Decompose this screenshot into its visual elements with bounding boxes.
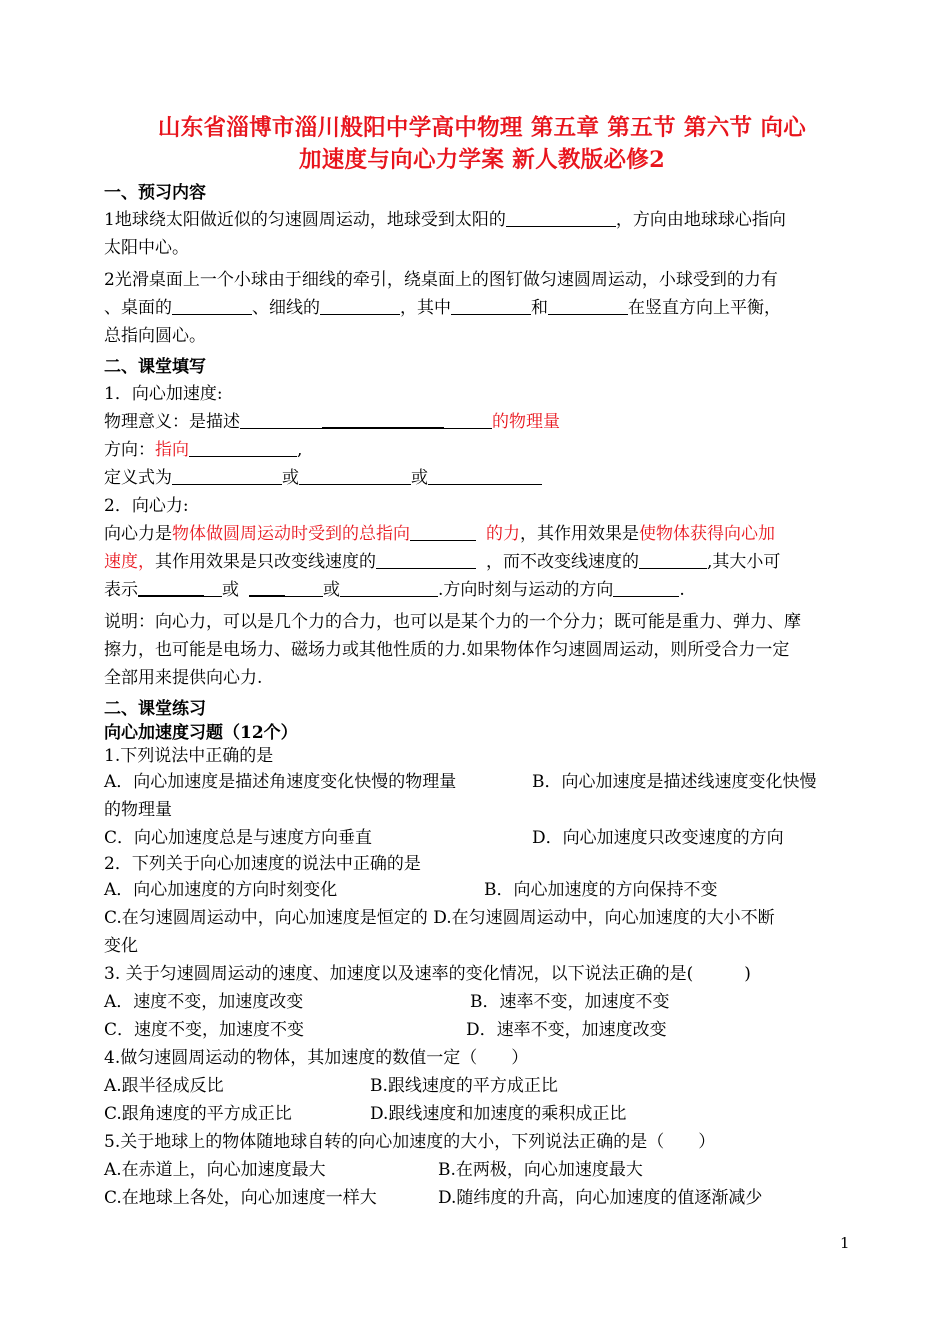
text: ，而不改变线速度的 xyxy=(486,552,639,572)
option-d: D．速率不变，加速度改变 xyxy=(466,1020,667,1040)
section-heading-preview: 一、预习内容 xyxy=(104,183,206,203)
option-d: D．向心加速度只改变速度的方向 xyxy=(532,828,784,848)
text: 定义式为 xyxy=(104,468,172,488)
preview-q1 xyxy=(104,206,860,234)
blank xyxy=(320,296,400,315)
text: 的力 xyxy=(486,524,520,544)
option-a: A.在赤道上，向心加速度最大 xyxy=(104,1160,326,1180)
text: ，其作用效果是 xyxy=(520,524,639,544)
option-a: A．速度不变，加速度改变 xyxy=(104,992,304,1012)
option-b: B．向心加速度是描述线速度变化快慢 xyxy=(532,772,817,792)
text: ，方向由地球球心指向 xyxy=(615,210,786,230)
text: 或 xyxy=(411,468,428,488)
text: 1地球绕太阳做近似的匀速圆周运动，地球受到太阳的 xyxy=(104,210,506,230)
exercise-1-option-b-cont: 的物理量 xyxy=(104,800,172,820)
text: ，其中 xyxy=(400,298,451,318)
blank xyxy=(506,208,616,227)
option-b: B.在两极，向心加速度最大 xyxy=(438,1160,643,1180)
text: 的物理量 xyxy=(492,412,560,432)
option-c: C．速度不变，加速度不变 xyxy=(104,1020,305,1040)
exercise-4-options-cd xyxy=(104,1100,860,1128)
blank xyxy=(285,578,323,597)
text: 其作用效果是只改变线速度的 xyxy=(155,552,376,572)
option-c: C．向心加速度总是与速度方向垂直 xyxy=(104,828,373,848)
text: . xyxy=(679,580,685,600)
exercise-3: 3. 关于匀速圆周运动的速度、加速度以及速率的变化情况，以下说法正确的是( ) xyxy=(104,964,751,984)
blank xyxy=(299,466,411,485)
text: 在竖直方向上平衡， xyxy=(628,298,781,318)
class-item-2-line2 xyxy=(104,548,860,576)
text: 和 xyxy=(531,298,548,318)
class-item-1-formula xyxy=(104,464,860,492)
option-d: D.跟线速度和加速度的乘积成正比 xyxy=(370,1104,627,1124)
blank xyxy=(410,522,476,541)
blank xyxy=(172,296,252,315)
text: 表示 xyxy=(104,580,138,600)
text: 或 xyxy=(222,580,239,600)
note-line-1: 说明：向心力，可以是几个力的合力，也可以是某个力的一个分力；既可能是重力、弹力、摩 xyxy=(104,612,801,632)
exercise-4: 4.做匀速圆周运动的物体，其加速度的数值一定（ ） xyxy=(104,1048,529,1068)
exercise-2-options-cd-cont: 变化 xyxy=(104,936,138,956)
preview-q2-line3: 总指向圆心。 xyxy=(104,326,206,346)
blank xyxy=(376,550,476,569)
preview-q2-line2 xyxy=(104,294,860,322)
blank xyxy=(451,296,531,315)
blank xyxy=(249,577,285,597)
text: 使物体获得向心加 xyxy=(639,524,775,544)
note-line-3: 全部用来提供向心力. xyxy=(104,668,263,688)
option-b: B．向心加速度的方向保持不变 xyxy=(484,880,718,900)
exercise-2-options-ab xyxy=(104,876,860,904)
class-item-2-line1 xyxy=(104,520,860,548)
option-b: B.跟线速度的平方成正比 xyxy=(370,1076,558,1096)
text: 物体做圆周运动时受到的总指向 xyxy=(172,524,410,544)
note-line-2: 擦力，也可能是电场力、磁场力或其他性质的力.如果物体作匀速圆周运动，则所受合力一定 xyxy=(104,640,790,660)
option-a: A．向心加速度的方向时刻变化 xyxy=(104,880,338,900)
text: ,其大小可 xyxy=(707,552,781,572)
section-heading-practice: 二、课堂练习 xyxy=(104,699,206,719)
text: 向心力是 xyxy=(104,524,172,544)
exercise-5: 5.关于地球上的物体随地球自转的向心加速度的大小，下列说法正确的是（ ） xyxy=(104,1132,716,1152)
blank xyxy=(204,578,222,597)
class-item-1-meaning xyxy=(104,408,860,436)
text: 速度， xyxy=(104,552,155,572)
blank xyxy=(613,578,679,597)
text: .方向时刻与运动的方向 xyxy=(438,580,614,600)
text: 、桌面的 xyxy=(104,298,172,318)
exercise-5-options-cd xyxy=(104,1184,860,1212)
blank xyxy=(172,466,282,485)
page-number: 1 xyxy=(840,1234,850,1252)
blank xyxy=(322,409,444,429)
exercise-5-options-ab xyxy=(104,1156,860,1184)
blank xyxy=(138,577,204,597)
blank xyxy=(639,550,707,569)
exercise-3-options-ab xyxy=(104,988,860,1016)
option-a: A．向心加速度是描述角速度变化快慢的物理量 xyxy=(104,772,457,792)
exercise-4-options-ab xyxy=(104,1072,860,1100)
blank xyxy=(428,466,542,485)
exercise-1: 1.下列说法中正确的是 xyxy=(104,746,274,766)
class-item-1: 1．向心加速度: xyxy=(104,384,223,404)
exercise-2-options-cd: C.在匀速圆周运动中，向心加速度是恒定的 D.在匀速圆周运动中，向心加速度的大小不断 xyxy=(104,908,775,928)
exercise-1-options-cd xyxy=(104,824,860,852)
blank xyxy=(189,438,297,457)
text: 物理意义：是描述 xyxy=(104,412,240,432)
blank xyxy=(548,296,628,315)
text: 指向 xyxy=(155,440,189,460)
text: 或 xyxy=(282,468,299,488)
blank xyxy=(340,578,438,597)
class-item-2-line3 xyxy=(104,576,860,604)
title-line-1: 山东省淄博市淄川般阳中学高中物理 第五章 第五节 第六节 向心 xyxy=(157,115,807,141)
exercise-2: 2．下列关于向心加速度的说法中正确的是 xyxy=(104,854,421,874)
document-page xyxy=(104,112,860,1212)
blank xyxy=(240,410,322,429)
class-item-1-direction xyxy=(104,436,860,464)
section-heading-class: 二、课堂填写 xyxy=(104,357,206,377)
document-title xyxy=(100,112,864,176)
text: , xyxy=(297,440,303,460)
practice-subheading: 向心加速度习题（12个） xyxy=(104,723,298,743)
text: 、细线的 xyxy=(252,298,320,318)
class-item-2: 2．向心力: xyxy=(104,496,189,516)
blank xyxy=(444,410,492,429)
preview-q1-cont: 太阳中心。 xyxy=(104,238,189,258)
exercise-1-options-ab xyxy=(104,768,860,796)
option-a: A.跟半径成反比 xyxy=(104,1076,224,1096)
option-c: C.跟角速度的平方成正比 xyxy=(104,1104,292,1124)
option-d: D.随纬度的升高，向心加速度的值逐渐减少 xyxy=(438,1188,763,1208)
option-c: C.在地球上各处，向心加速度一样大 xyxy=(104,1188,377,1208)
text: 方向： xyxy=(104,440,155,460)
text: 或 xyxy=(323,580,340,600)
title-line-2: 加速度与向心力学案 新人教版必修2 xyxy=(298,147,666,173)
option-b: B．速率不变，加速度不变 xyxy=(470,992,670,1012)
exercise-3-options-cd xyxy=(104,1016,860,1044)
preview-q2: 2光滑桌面上一个小球由于细线的牵引，绕桌面上的图钉做匀速圆周运动，小球受到的力有 xyxy=(104,270,778,290)
